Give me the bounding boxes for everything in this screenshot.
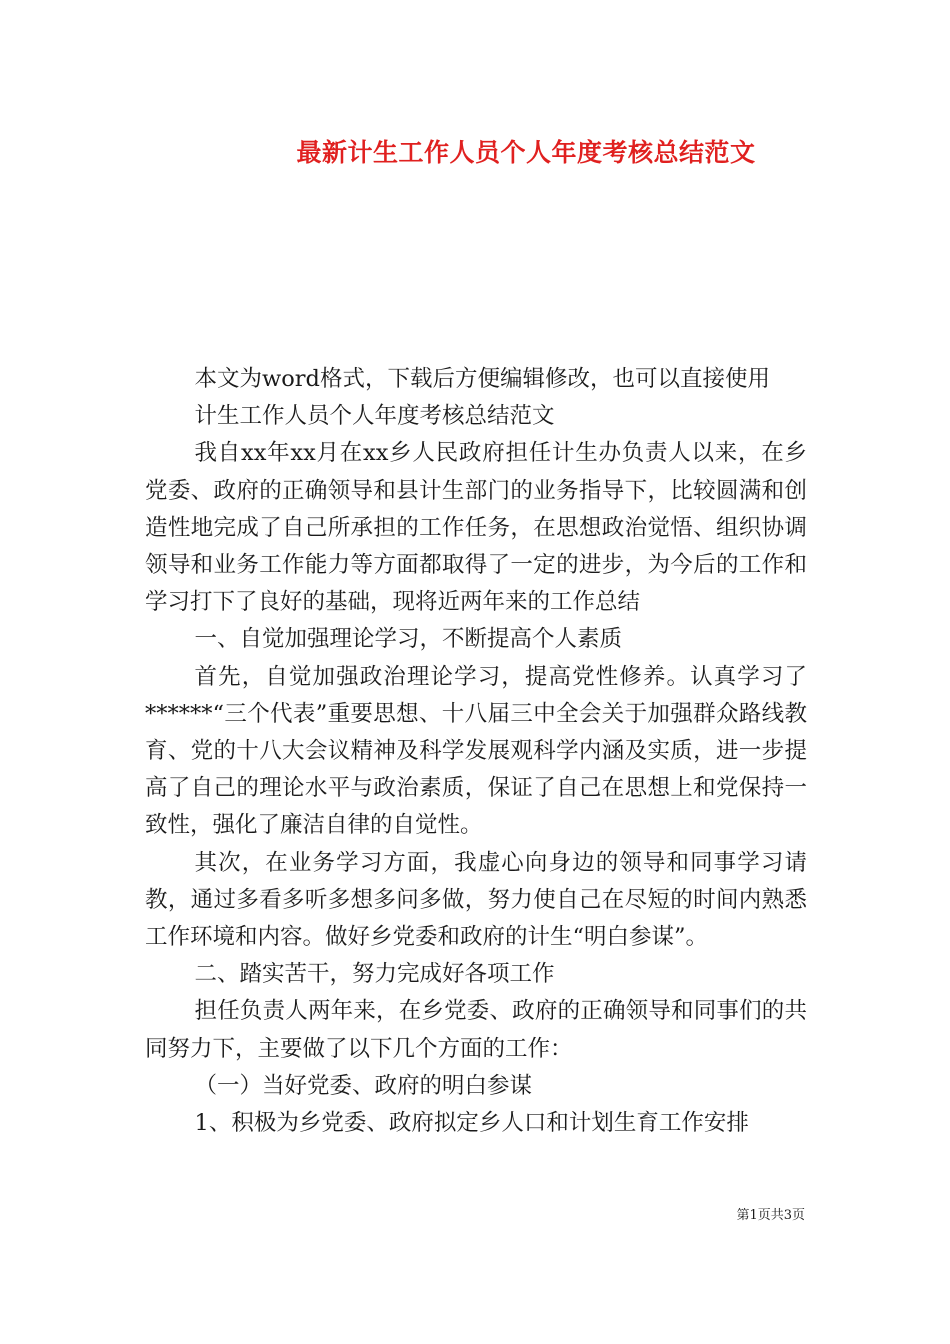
list-item-1: 1、积极为乡党委、政府拟定乡人口和计划生育工作安排 bbox=[194, 1110, 749, 1137]
paragraph-format-note: 本文为word格式，下载后方便编辑修改，也可以直接使用 bbox=[194, 366, 770, 392]
paragraph-work-summary: 担任负责人两年来，在乡党委、政府的正确领导和同事们的共同努力下，主要做了以下几个方面的工作： bbox=[145, 998, 807, 1062]
section-heading-1: 一、自觉加强理论学习，不断提高个人素质 bbox=[194, 626, 623, 653]
section-heading-2: 二、踏实苦干，努力完成好各项工作 bbox=[194, 961, 555, 988]
document-title: 最新计生工作人员个人年度考核总结范文 bbox=[296, 138, 756, 167]
document-body bbox=[145, 361, 807, 1142]
page-footer: 第1页共3页 bbox=[736, 1208, 805, 1223]
paragraph-intro: 我自xx年xx月在xx乡人民政府担任计生办负责人以来，在乡党委、政府的正确领导和县计生部门的业务指导下，比较圆满和创造性地完成了自己所承担的工作任务，在思想政治觉悟、组织协调领导和业务工作能力等方面都取得了一定的进步，为今后的工作和学习打下了良好的基础，现将近两年来的工作总结 bbox=[145, 440, 807, 616]
subsection-heading-1: （一）当好党委、政府的明白参谋 bbox=[194, 1072, 533, 1099]
paragraph-theory-study: 首先，自觉加强政治理论学习，提高党性修养。认真学习了******“三个代表”重要思想、十八届三中全会关于加强群众路线教育、党的十八大会议精神及科学发展观科学内涵及实质，进一步提高了自己的理论水平与政治素质，保证了自己在思想上和党保持一致性，强化了廉洁自律的自觉性。 bbox=[145, 663, 807, 839]
paragraph-subtitle: 计生工作人员个人年度考核总结范文 bbox=[194, 403, 555, 430]
paragraph-business-study: 其次，在业务学习方面，我虚心向身边的领导和同事学习请教，通过多看多听多想多问多做，努力使自己在尽短的时间内熟悉工作环境和内容。做好乡党委和政府的计生“明白参谋”。 bbox=[145, 849, 807, 951]
